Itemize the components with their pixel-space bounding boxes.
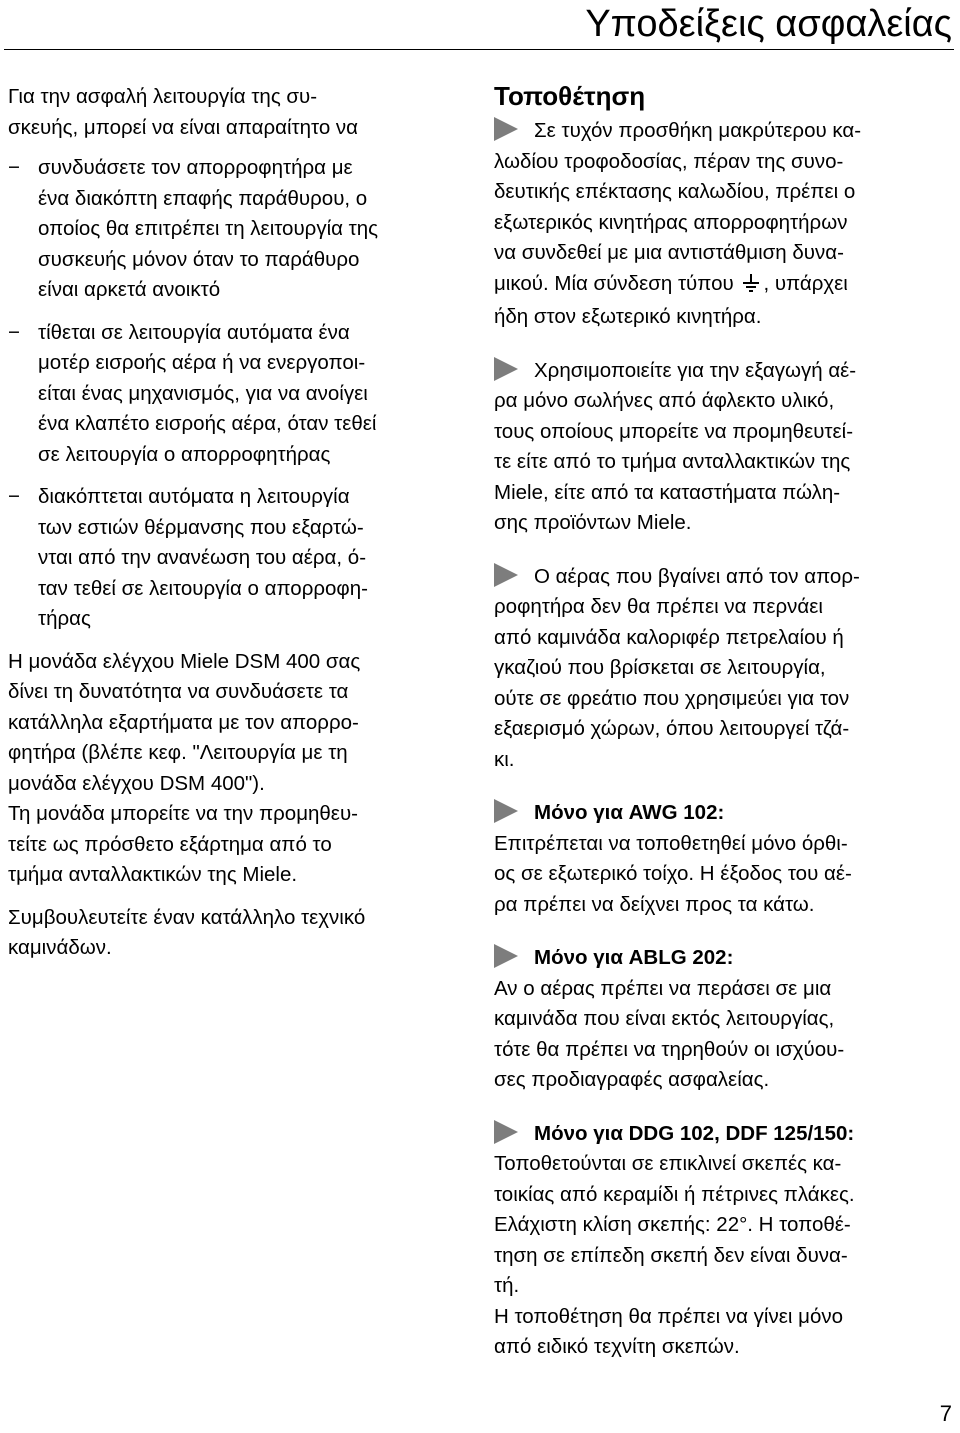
text-line: Miele, είτε από τα καταστήματα πώλη- bbox=[494, 480, 841, 504]
text-line: Για την ασφαλή λειτουργία της συ- bbox=[8, 85, 318, 108]
text-line: Τοποθετούνται σε επικλινεί σκεπές κα- bbox=[494, 1152, 842, 1175]
text-line: τηση σε επίπεδη σκεπή δεν είναι δυνα- bbox=[494, 1243, 848, 1267]
text-line: από ειδικό τεχνίτη σκεπών. bbox=[494, 1335, 740, 1358]
text-line: τε είτε από το τμήμα ανταλλακτικών της bbox=[494, 450, 851, 473]
text-line bbox=[494, 116, 952, 147]
text-line: είναι αρκετά ανοικτό bbox=[38, 278, 221, 301]
section-title: Τοποθέτηση bbox=[494, 81, 646, 111]
text-line: μοτέρ εισροής αέρα ή να ενεργοποι- bbox=[38, 351, 366, 374]
text-span: Χρησιμοποιείτε για την εξαγωγή αέ- bbox=[534, 358, 857, 382]
text-line: είται ένας μηχανισμός, για να ανοίγει bbox=[38, 381, 368, 405]
text-span: μικού. Μία σύνδεση τύπου bbox=[494, 271, 740, 295]
text-line: ούτε σε φρεάτιο που χρησιμεύει για τον bbox=[494, 686, 850, 710]
text-line: Η τοποθέτηση θα πρέπει να γίνει μόνο bbox=[494, 1304, 843, 1328]
text-line: δίνει τη δυνατότητα να συνδυάσετε τα bbox=[8, 680, 349, 703]
text-line: από καμινάδα καλοριφέρ πετρελαίου ή bbox=[494, 625, 844, 649]
text-line: σες προδιαγραφές ασφαλείας. bbox=[494, 1068, 770, 1091]
text-line: τοικίας από κεραμίδι ή πέτρινες πλάκες. bbox=[494, 1182, 855, 1206]
text-span: Μόνο για ABLG 202: bbox=[534, 946, 734, 969]
text-line: Η μονάδα ελέγχου Miele DSM 400 σας bbox=[8, 649, 361, 673]
text-line: των εστιών θέρμανσης που εξαρτώ- bbox=[38, 515, 364, 539]
text-line: συσκευής μόνον όταν το παράθυρο bbox=[38, 247, 360, 271]
ablg-note bbox=[494, 943, 952, 1096]
text-line: τή. bbox=[494, 1274, 520, 1297]
text-line bbox=[494, 562, 952, 593]
text-line: ρα μόνο σωλήνες από άφλεκτο υλικό, bbox=[494, 389, 835, 412]
text-line: ροφητήρα δεν θα πρέπει να περνάει bbox=[494, 595, 823, 618]
page-header-title: Υποδείξεις ασφαλείας bbox=[585, 3, 952, 45]
text-line: εξαερισμό χώρων, όπου λειτουργεί τζά- bbox=[494, 717, 850, 740]
left-column bbox=[8, 82, 476, 976]
list-item bbox=[8, 318, 476, 471]
text-line: τότε θα πρέπει να τηρηθούν οι ισχύου- bbox=[494, 1037, 845, 1061]
awg-note bbox=[494, 798, 952, 920]
dash-bullet: − bbox=[8, 320, 20, 344]
text-line: φητήρα (βλέπε κεφ. "Λειτουργία με τη bbox=[8, 741, 348, 764]
text-line: διακόπτεται αυτόματα η λειτουργία bbox=[38, 485, 350, 508]
text-line: ρα πρέπει να δείχνει προς τα κάτω. bbox=[494, 892, 815, 916]
text-line: Συμβουλευτείτε έναν κατάλληλο τεχνικό bbox=[8, 905, 366, 929]
exhaust-pipes-note bbox=[494, 356, 952, 539]
chimney-sweep-paragraph bbox=[8, 903, 476, 964]
intro-paragraph bbox=[8, 82, 476, 143]
triangle-bullet-icon bbox=[494, 563, 518, 587]
text-line: γκαζιού που βρίσκεται σε λειτουργία, bbox=[494, 656, 826, 679]
dash-bullet: − bbox=[8, 485, 20, 508]
text-line: ταν τεθεί σε λειτουργία ο απορροφη- bbox=[38, 576, 368, 600]
triangle-bullet-icon bbox=[494, 799, 518, 823]
earth-ground-icon bbox=[741, 272, 761, 303]
text-span: Μόνο για AWG 102: bbox=[534, 801, 725, 824]
text-line: να συνδεθεί με μια αντιστάθμιση δυνα- bbox=[494, 241, 844, 264]
text-line: τίθεται σε λειτουργία αυτόματα ένα bbox=[38, 320, 350, 344]
text-line: κι. bbox=[494, 747, 515, 771]
dsm-paragraph bbox=[8, 647, 476, 800]
text-span: , υπάρχει bbox=[763, 271, 848, 295]
text-span: Μόνο για DDG 102, DDF 125/150: bbox=[534, 1121, 855, 1145]
text-line: σκευής, μπορεί να είναι απαραίτητο να bbox=[8, 115, 359, 139]
text-line: σης προϊόντων Miele. bbox=[494, 511, 692, 534]
text-line: εξωτερικός κινητήρας απορροφητήρων bbox=[494, 210, 848, 234]
text-line: κατάλληλα εξαρτήματα με τον απορρο- bbox=[8, 710, 359, 734]
header-divider bbox=[4, 49, 954, 50]
text-line: ένα διακόπτη επαφής παράθυρου, ο bbox=[38, 186, 368, 210]
triangle-bullet-icon bbox=[494, 1120, 518, 1144]
text-line: Αν ο αέρας πρέπει να περάσει σε μια bbox=[494, 976, 832, 1000]
text-line: νται από την ανανέωση του αέρα, ό- bbox=[38, 546, 367, 569]
text-line: ος σε εξωτερικό τοίχο. Η έξοδος του αέ- bbox=[494, 862, 852, 885]
accessory-paragraph bbox=[8, 799, 476, 891]
text-span: Σε τυχόν προσθήκη μακρύτερου κα- bbox=[534, 119, 862, 142]
text-line: μονάδα ελέγχου DSM 400"). bbox=[8, 771, 265, 795]
text-line bbox=[494, 798, 952, 829]
text-line: ήδη στον εξωτερικό κινητήρα. bbox=[494, 305, 762, 328]
text-line bbox=[494, 269, 952, 303]
ddg-ddf-note bbox=[494, 1119, 952, 1363]
text-line: δευτικής επέκτασης καλωδίου, πρέπει ο bbox=[494, 180, 856, 203]
triangle-bullet-icon bbox=[494, 117, 518, 141]
text-line: καμινάδα που είναι εκτός λειτουργίας, bbox=[494, 1007, 835, 1030]
text-line: συνδυάσετε τον απορροφητήρα με bbox=[38, 156, 353, 179]
text-line: Επιτρέπεται να τοποθετηθεί μόνο όρθι- bbox=[494, 831, 848, 855]
text-line: τείτε ως πρόσθετο εξάρτημα από το bbox=[8, 832, 332, 856]
chimney-note bbox=[494, 562, 952, 776]
text-line: λωδίου τροφοδοσίας, πέραν της συνο- bbox=[494, 149, 844, 173]
text-line: οποίος θα επιτρέπει τη λειτουργία της bbox=[38, 217, 379, 240]
text-line: Ελάχιστη κλίση σκεπής: 22°. Η τοποθέ- bbox=[494, 1213, 851, 1236]
triangle-bullet-icon bbox=[494, 357, 518, 381]
text-line: ένα κλαπέτο εισροής αέρα, όταν τεθεί bbox=[38, 412, 377, 435]
text-line: τήρας bbox=[38, 607, 91, 630]
text-line: σε λειτουργία ο απορροφητήρας bbox=[38, 442, 331, 466]
text-line: τμήμα ανταλλακτικών της Miele. bbox=[8, 863, 298, 886]
text-line bbox=[494, 1119, 952, 1150]
triangle-bullet-icon bbox=[494, 944, 518, 968]
text-line: καμινάδων. bbox=[8, 936, 112, 959]
text-line: Τη μονάδα μπορείτε να την προμηθευ- bbox=[8, 802, 358, 825]
right-column bbox=[494, 78, 952, 1363]
dash-bullet: − bbox=[8, 156, 20, 179]
text-span: Ο αέρας που βγαίνει από τον απορ- bbox=[534, 564, 860, 588]
text-line: τους οποίους μπορείτε να προμηθευτεί- bbox=[494, 419, 854, 443]
cable-extension-note bbox=[494, 116, 952, 333]
list-item bbox=[8, 482, 476, 635]
text-line bbox=[494, 943, 952, 974]
list-item bbox=[8, 153, 476, 306]
page-number: 7 bbox=[939, 1401, 952, 1426]
text-line bbox=[494, 356, 952, 387]
